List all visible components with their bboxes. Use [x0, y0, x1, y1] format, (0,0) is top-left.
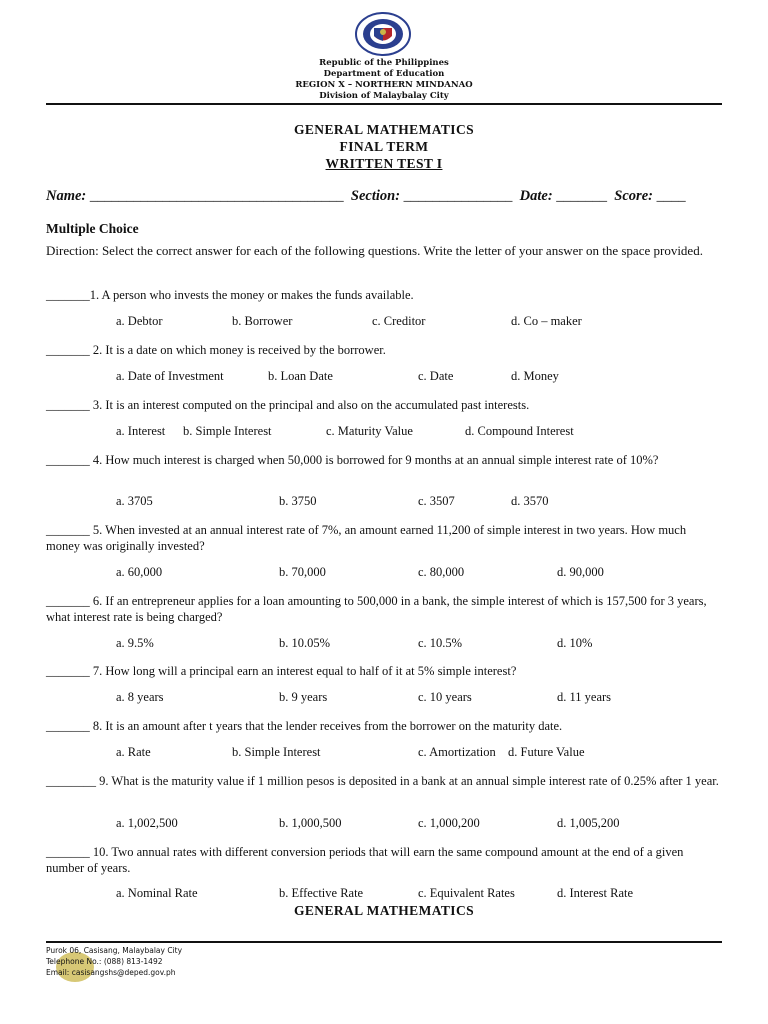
header-region: REGION X – NORTHERN MINDANAO [295, 80, 473, 90]
q7-option-c[interactable]: c. 10 years [418, 690, 472, 704]
q6-option-a[interactable]: a. 9.5% [116, 636, 154, 650]
q7-option-d[interactable]: d. 11 years [557, 690, 612, 704]
date-label: Date: [519, 188, 553, 204]
q9-option-b[interactable]: b. 1,000,500 [279, 816, 342, 830]
date-field[interactable]: _______ [552, 188, 608, 204]
q6-option-d[interactable]: d. 10% [557, 636, 593, 650]
question-6: _______ 6. If an entrepreneur applies for a loan amounting to 500,000 in a bank, the simple interest of which is 157,500 for 3 years, what interest rate is being charged? [46, 594, 707, 624]
q1-option-a[interactable]: a. Debtor [116, 314, 163, 328]
question-9: ________ 9. What is the maturity value if 1 million pesos is deposited in a bank at an annual simple interest rate of 0.25% after 1 year. [46, 774, 719, 788]
q2-option-d[interactable]: d. Money [511, 369, 559, 383]
question-10: _______ 10. Two annual rates with different conversion periods that will earn the same compound amount at the end of a given number of years. [46, 845, 684, 875]
q7-option-a[interactable]: a. 8 years [116, 690, 164, 704]
q6-option-b[interactable]: b. 10.05% [279, 636, 331, 650]
footer-divider [46, 941, 722, 943]
score-label: Score: [614, 188, 653, 204]
deped-seal-icon [355, 12, 411, 56]
question-5: _______ 5. When invested at an annual interest rate of 7%, an amount earned 11,200 of simple interest in two years. How much money was originally invested? [46, 523, 687, 553]
q8-option-c[interactable]: c. Amortization [418, 745, 496, 759]
q10-option-b[interactable]: b. Effective Rate [279, 886, 364, 900]
q5-option-b[interactable]: b. 70,000 [279, 565, 326, 579]
q8-option-b[interactable]: b. Simple Interest [232, 745, 321, 759]
q2-option-a[interactable]: a. Date of Investment [116, 369, 224, 383]
name-label: Name: [46, 188, 87, 204]
title-subject: GENERAL MATHEMATICS [294, 122, 474, 137]
q9-option-c[interactable]: c. 1,000,200 [418, 816, 480, 830]
footer-title: GENERAL MATHEMATICS [294, 903, 474, 918]
header-division: Division of Malaybalay City [319, 91, 449, 101]
footer-email: Email: casisangshs@deped.gov.ph [46, 968, 176, 977]
name-field[interactable]: ___________________________________ [86, 188, 344, 204]
q10-option-a[interactable]: a. Nominal Rate [116, 886, 198, 900]
question-2: _______ 2. It is a date on which money is received by the borrower. [46, 343, 386, 357]
q3-option-d[interactable]: d. Compound Interest [465, 424, 574, 438]
q4-option-d[interactable]: d. 3570 [511, 494, 549, 508]
q3-option-a[interactable]: a. Interest [116, 424, 166, 438]
q4-option-a[interactable]: a. 3705 [116, 494, 153, 508]
q3-option-c[interactable]: c. Maturity Value [326, 424, 413, 438]
title-test [0, 156, 768, 172]
q10-option-c[interactable]: c. Equivalent Rates [418, 886, 515, 900]
q7-option-b[interactable]: b. 9 years [279, 690, 328, 704]
q6-option-c[interactable]: c. 10.5% [418, 636, 463, 650]
q4-option-b[interactable]: b. 3750 [279, 494, 317, 508]
footer-telephone: Telephone No.: (088) 813-1492 [46, 957, 163, 966]
question-8: _______ 8. It is an amount after t years that the lender receives from the borrower on the maturity date. [46, 719, 563, 733]
q8-option-a[interactable]: a. Rate [116, 745, 151, 759]
direction-text: Direction: Select the correct answer for each of the following questions. Write the letter of your answer on the space provided. [46, 243, 703, 258]
header-republic: Republic of the Philippines [319, 58, 449, 68]
section-label: Section: [350, 188, 401, 204]
student-info-row [46, 188, 726, 205]
q10-option-d[interactable]: d. Interest Rate [557, 886, 634, 900]
q4-option-c[interactable]: c. 3507 [418, 494, 455, 508]
section-field[interactable]: _______________ [400, 188, 513, 204]
q1-option-b[interactable]: b. Borrower [232, 314, 293, 328]
question-7: _______ 7. How long will a principal earn an interest equal to half of it at 5% simple interest? [46, 664, 517, 678]
q1-option-c[interactable]: c. Creditor [372, 314, 426, 328]
q9-option-d[interactable]: d. 1,005,200 [557, 816, 620, 830]
header-department: Department of Education [323, 69, 445, 79]
q5-option-a[interactable]: a. 60,000 [116, 565, 163, 579]
q5-option-d[interactable]: d. 90,000 [557, 565, 604, 579]
header-divider [46, 103, 722, 105]
q3-option-b[interactable]: b. Simple Interest [183, 424, 272, 438]
question-3: _______ 3. It is an interest computed on the principal and also on the accumulated past interests. [46, 398, 530, 412]
footer-address: Purok 06, Casisang, Malaybalay City [46, 946, 183, 955]
q1-option-d[interactable]: d. Co – maker [511, 314, 582, 328]
q2-option-b[interactable]: b. Loan Date [268, 369, 333, 383]
question-1: _______1. A person who invests the money or makes the funds available. [46, 288, 414, 302]
q9-option-a[interactable]: a. 1,002,500 [116, 816, 178, 830]
q8-option-d[interactable]: d. Future Value [508, 745, 585, 759]
section-heading: Multiple Choice [46, 221, 139, 236]
score-field[interactable]: ____ [652, 188, 686, 204]
q5-option-c[interactable]: c. 80,000 [418, 565, 465, 579]
title-test-text: WRITTEN TEST I [325, 156, 443, 171]
title-term: FINAL TERM [339, 139, 429, 154]
q2-option-c[interactable]: c. Date [418, 369, 454, 383]
question-4: _______ 4. How much interest is charged when 50,000 is borrowed for 9 months at an annual simple interest rate of 10%? [46, 453, 659, 467]
